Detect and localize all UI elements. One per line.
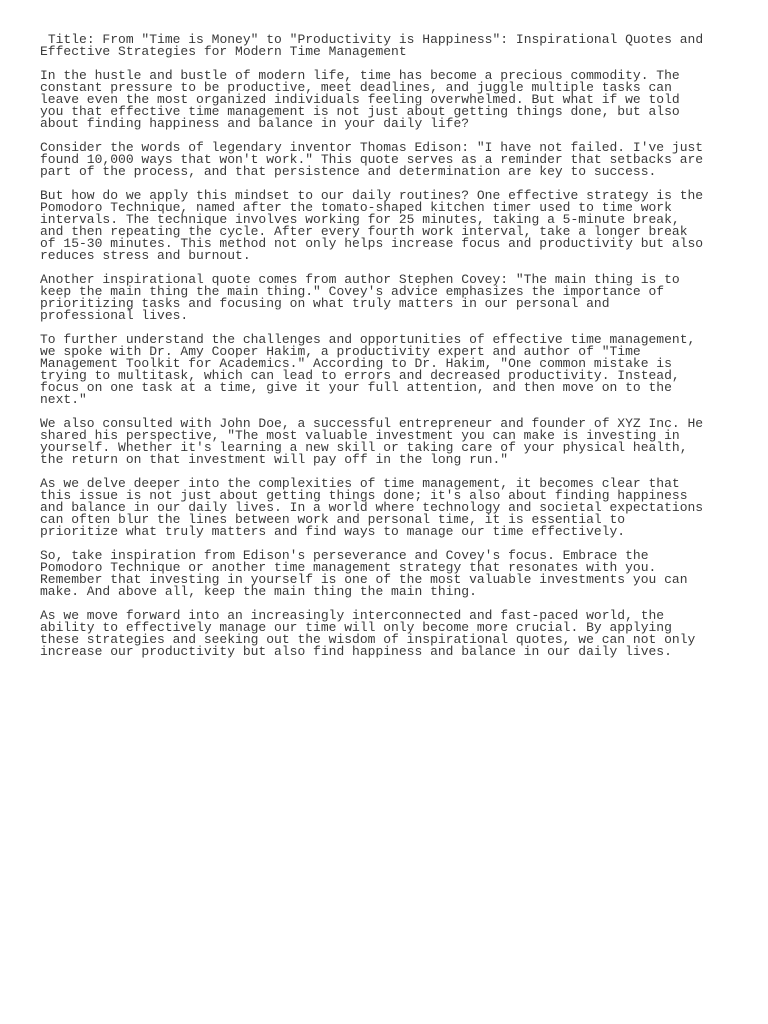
paragraph-conclusion: As we move forward into an increasingly interconnected and fast-paced world, the ability to effectively manage our time will only become more crucial. By applying these strategies and seeking out the wisdom of inspirational quotes, we can not only increase our productivity but also find happiness and balance in our daily lives. bbox=[40, 608, 696, 659]
paragraph-pomodoro: But how do we apply this mindset to our daily routines? One effective strategy is the Pomodoro Technique, named after the tomato-shaped kitchen timer used to time work intervals. The technique involves working for 25 minutes, taking a 5-minute break, and then repeating the cycle. After every fourth work interval, take a longer break of 15-30 minutes. This method not only helps increase focus and productivity but also reduces stress and burnout. bbox=[40, 188, 704, 263]
paragraph-edison-quote: Consider the words of legendary inventor Thomas Edison: "I have not failed. I've just found 10,000 ways that won't work." This quote serves as a reminder that setbacks are part of the process, and that persistence and determination are key to success. bbox=[40, 140, 704, 179]
paragraph-intro: In the hustle and bustle of modern life, time has become a precious commodity. The constant pressure to be productive, meet deadlines, and juggle multiple tasks can leave even the most organized individuals feeling overwhelmed. But what if we told you that effective time management is not just about getting things done, but also about finding happiness and balance in your daily life? bbox=[40, 68, 680, 131]
document-body bbox=[40, 34, 720, 670]
paragraph-inspiration: So, take inspiration from Edison's perseverance and Covey's focus. Embrace the Pomodoro Technique or another time management strategy that resonates with you. Remember that investing in yourself is one of the most valuable investments you can make. And above all, keep the main thing the main thing. bbox=[40, 548, 688, 599]
paragraph-john-doe: We also consulted with John Doe, a successful entrepreneur and founder of XYZ Inc. He shared his perspective, "The most valuable investment you can make is investing in yourself. Whether it's learning a new skill or taking care of your physical health, the return on that investment will pay off in the long run." bbox=[40, 416, 704, 467]
paragraph-complexities: As we delve deeper into the complexities of time management, it becomes clear that this issue is not just about getting things done; it's also about finding happiness and balance in our daily lives. In a world where technology and societal expectations can often blur the lines between work and personal time, it is essential to prioritize what truly matters and find ways to manage our time effectively. bbox=[40, 476, 704, 539]
paragraph-hakim-interview: To further understand the challenges and opportunities of effective time management, we spoke with Dr. Amy Cooper Hakim, a productivity expert and author of "Time Management Toolkit for Academics." According to Dr. Hakim, "One common mistake is trying to multitask, which can lead to errors and decreased productivity. Instead, focus on one task at a time, give it your full attention, and then move on to the next." bbox=[40, 332, 696, 407]
paragraph-covey-quote: Another inspirational quote comes from author Stephen Covey: "The main thing is to keep the main thing the main thing." Covey's advice emphasizes the importance of prioritizing tasks and focusing on what truly matters in our personal and professional lives. bbox=[40, 272, 680, 323]
document-title: Title: From "Time is Money" to "Productivity is Happiness": Inspirational Quotes and Effective Strategies for Modern Time Management bbox=[40, 32, 704, 59]
